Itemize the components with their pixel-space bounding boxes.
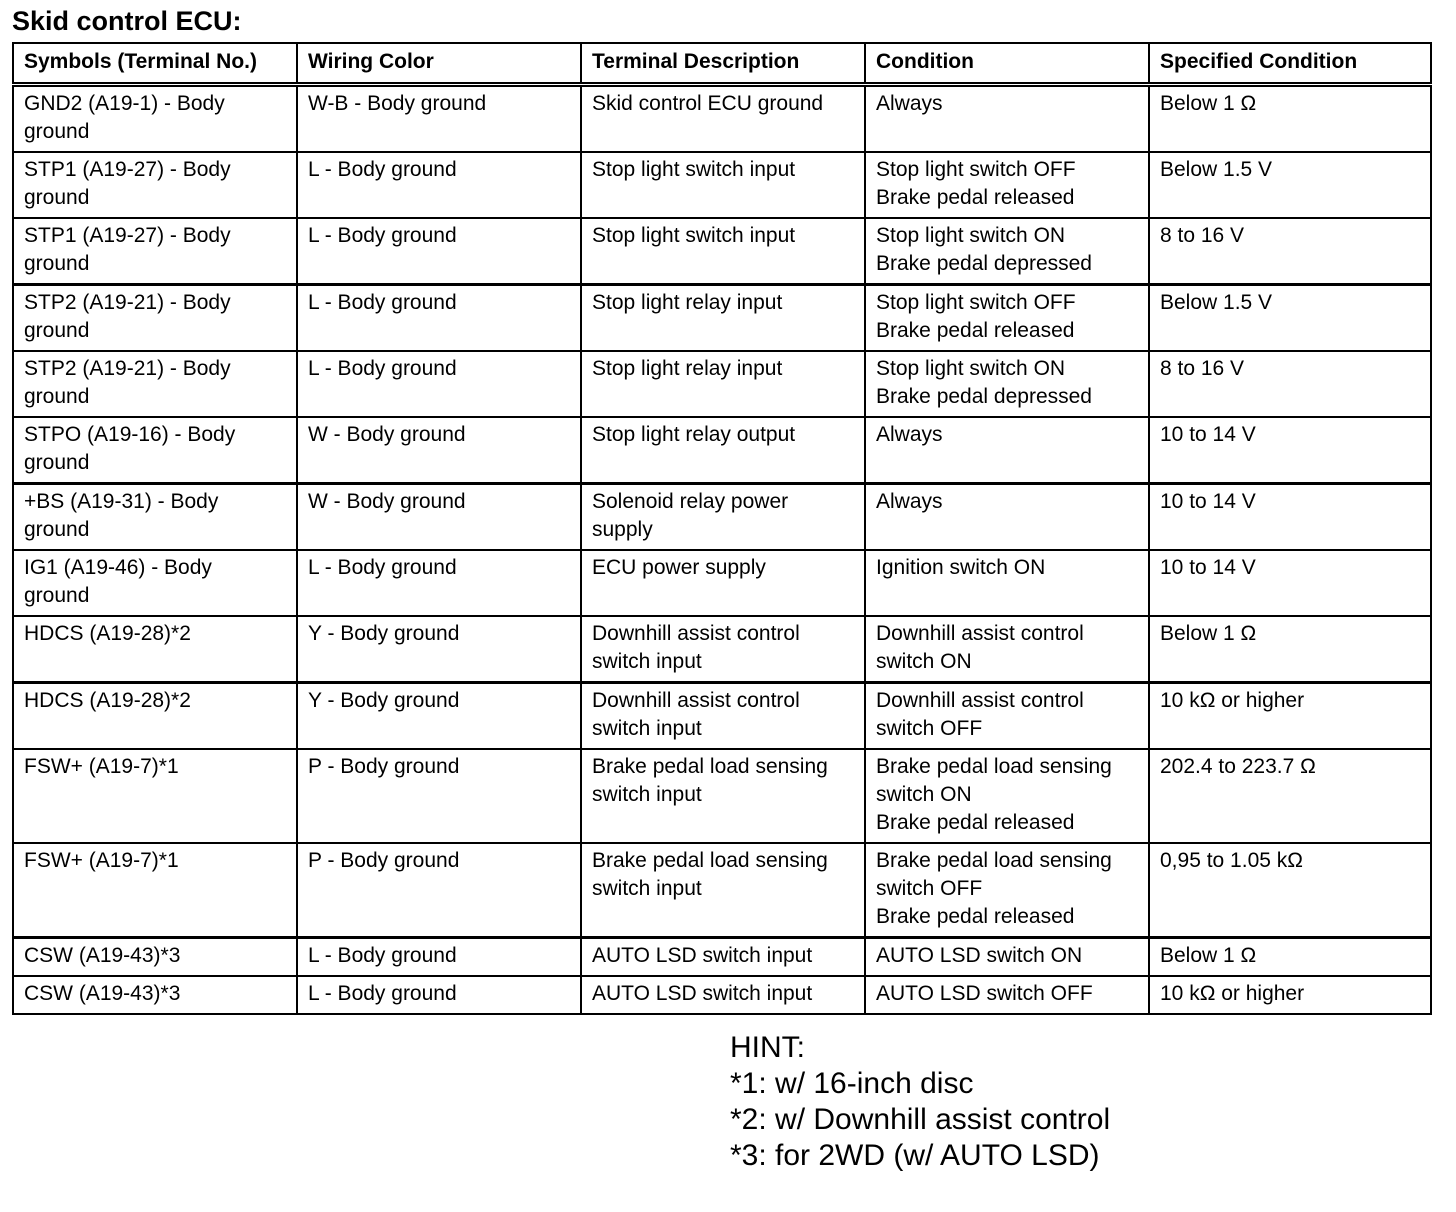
symbol-cell [13, 285, 297, 352]
wiring-color-cell [297, 85, 581, 153]
cell-text-line: Brake pedal load sensing [876, 849, 1112, 872]
table-header-row [13, 43, 1431, 85]
cell-text-line: FSW+ (A19-7)*1 [24, 849, 179, 872]
cell-text-line: switch ON [876, 783, 972, 806]
symbol-cell [13, 938, 297, 977]
cell-text-line: Always [876, 490, 943, 513]
cell-text-line: W - Body ground [308, 490, 466, 513]
cell-text-line: Ignition switch ON [876, 556, 1046, 579]
specified-condition-cell [1149, 843, 1431, 938]
cell-text-line: 10 to 14 V [1160, 423, 1256, 446]
symbol-cell [13, 417, 297, 484]
cell-text-line: Brake pedal released [876, 186, 1075, 209]
cell-text-line: HDCS (A19-28)*2 [24, 622, 191, 645]
terminal-spec-table [12, 42, 1432, 1015]
wiring-color-cell [297, 550, 581, 616]
cell-text-line: GND2 (A19-1) - Body [24, 92, 225, 115]
condition-cell [865, 85, 1149, 153]
terminal-description-cell [581, 976, 865, 1014]
condition-cell [865, 976, 1149, 1014]
cell-text-line: ground [24, 120, 90, 143]
specified-condition-cell [1149, 749, 1431, 843]
hint-label: HINT: [730, 1031, 805, 1064]
table-row [13, 616, 1431, 683]
table-row [13, 683, 1431, 750]
header-condition: Condition [865, 43, 1149, 85]
condition-cell [865, 351, 1149, 417]
cell-text-line: switch ON [876, 650, 972, 673]
cell-text-line: 0,95 to 1.05 kΩ [1160, 849, 1303, 872]
cell-text-line: STP2 (A19-21) - Body [24, 291, 231, 314]
cell-text-line: supply [592, 518, 653, 541]
cell-text-line: ground [24, 451, 90, 474]
cell-text-line: P - Body ground [308, 755, 460, 778]
condition-cell [865, 616, 1149, 683]
symbol-cell [13, 351, 297, 417]
cell-text-line: STP1 (A19-27) - Body [24, 158, 231, 181]
specified-condition-cell [1149, 976, 1431, 1014]
cell-text-line: Stop light switch ON [876, 357, 1066, 380]
condition-cell [865, 218, 1149, 285]
cell-text-line: Below 1 Ω [1160, 944, 1257, 967]
cell-text-line: Solenoid relay power [592, 490, 789, 513]
wiring-color-cell [297, 152, 581, 218]
symbol-cell [13, 616, 297, 683]
cell-text-line: ground [24, 319, 90, 342]
wiring-color-cell [297, 616, 581, 683]
cell-text-line: 202.4 to 223.7 Ω [1160, 755, 1316, 778]
hint-note-1: *1: w/ 16-inch disc [730, 1067, 974, 1100]
cell-text-line: Downhill assist control [876, 689, 1084, 712]
cell-text-line: ground [24, 518, 90, 541]
cell-text-line: AUTO LSD switch input [592, 982, 813, 1005]
cell-text-line: P - Body ground [308, 849, 460, 872]
cell-text-line: 10 kΩ or higher [1160, 982, 1305, 1005]
terminal-description-cell [581, 484, 865, 551]
specified-condition-cell [1149, 550, 1431, 616]
wiring-color-cell [297, 683, 581, 750]
specified-condition-cell [1149, 417, 1431, 484]
cell-text-line: ECU power supply [592, 556, 766, 579]
wiring-color-cell [297, 749, 581, 843]
terminal-description-cell [581, 285, 865, 352]
terminal-description-cell [581, 683, 865, 750]
cell-text-line: Brake pedal depressed [876, 385, 1092, 408]
cell-text-line: Stop light switch OFF [876, 158, 1076, 181]
cell-text-line: 8 to 16 V [1160, 224, 1245, 247]
cell-text-line: +BS (A19-31) - Body [24, 490, 219, 513]
terminal-description-cell [581, 152, 865, 218]
specified-condition-cell [1149, 484, 1431, 551]
table-row [13, 484, 1431, 551]
table-row [13, 938, 1431, 977]
wiring-color-cell [297, 285, 581, 352]
symbol-cell [13, 683, 297, 750]
table-row [13, 218, 1431, 285]
table-row [13, 843, 1431, 938]
cell-text-line: Downhill assist control [876, 622, 1084, 645]
cell-text-line: Y - Body ground [308, 622, 460, 645]
symbol-cell [13, 976, 297, 1014]
table-row [13, 85, 1431, 153]
cell-text-line: Stop light relay input [592, 291, 783, 314]
terminal-description-cell [581, 417, 865, 484]
wiring-color-cell [297, 218, 581, 285]
cell-text-line: Brake pedal load sensing [592, 849, 828, 872]
cell-text-line: L - Body ground [308, 224, 457, 247]
symbol-cell [13, 843, 297, 938]
header-terminal-description: Terminal Description [581, 43, 865, 85]
symbol-cell [13, 749, 297, 843]
cell-text-line: Below 1 Ω [1160, 92, 1257, 115]
specified-condition-cell [1149, 616, 1431, 683]
cell-text-line: Always [876, 92, 943, 115]
header-symbols: Symbols (Terminal No.) [13, 43, 297, 85]
condition-cell [865, 843, 1149, 938]
table-row [13, 417, 1431, 484]
terminal-description-cell [581, 749, 865, 843]
header-specified-condition: Specified Condition [1149, 43, 1431, 85]
cell-text-line: Brake pedal released [876, 905, 1075, 928]
condition-cell [865, 938, 1149, 977]
terminal-description-cell [581, 85, 865, 153]
cell-text-line: AUTO LSD switch OFF [876, 982, 1093, 1005]
cell-text-line: Stop light switch input [592, 224, 796, 247]
hint-note-3: *3: for 2WD (w/ AUTO LSD) [730, 1139, 1100, 1172]
symbol-cell [13, 85, 297, 153]
specified-condition-cell [1149, 285, 1431, 352]
cell-text-line: L - Body ground [308, 944, 457, 967]
cell-text-line: Brake pedal load sensing [592, 755, 828, 778]
table-row [13, 152, 1431, 218]
wiring-color-cell [297, 938, 581, 977]
cell-text-line: Stop light relay output [592, 423, 796, 446]
terminal-description-cell [581, 843, 865, 938]
table-row [13, 285, 1431, 352]
header-wiring-color: Wiring Color [297, 43, 581, 85]
cell-text-line: switch input [592, 783, 702, 806]
cell-text-line: Below 1.5 V [1160, 291, 1273, 314]
cell-text-line: switch input [592, 717, 702, 740]
wiring-color-cell [297, 351, 581, 417]
cell-text-line: 10 to 14 V [1160, 556, 1256, 579]
terminal-description-cell [581, 550, 865, 616]
cell-text-line: Y - Body ground [308, 689, 460, 712]
table-row [13, 351, 1431, 417]
cell-text-line: Brake pedal depressed [876, 252, 1092, 275]
condition-cell [865, 749, 1149, 843]
cell-text-line: L - Body ground [308, 291, 457, 314]
condition-cell [865, 285, 1149, 352]
table-row [13, 976, 1431, 1014]
cell-text-line: Brake pedal released [876, 319, 1075, 342]
terminal-description-cell [581, 616, 865, 683]
cell-text-line: W - Body ground [308, 423, 466, 446]
specified-condition-cell [1149, 218, 1431, 285]
specified-condition-cell [1149, 938, 1431, 977]
cell-text-line: ground [24, 584, 90, 607]
cell-text-line: ground [24, 252, 90, 275]
cell-text-line: W-B - Body ground [308, 92, 487, 115]
cell-text-line: Brake pedal released [876, 811, 1075, 834]
wiring-color-cell [297, 417, 581, 484]
cell-text-line: L - Body ground [308, 158, 457, 181]
condition-cell [865, 417, 1149, 484]
specified-condition-cell [1149, 152, 1431, 218]
table-row [13, 550, 1431, 616]
cell-text-line: switch OFF [876, 877, 983, 900]
specified-condition-cell [1149, 351, 1431, 417]
symbol-cell [13, 484, 297, 551]
cell-text-line: Below 1.5 V [1160, 158, 1273, 181]
cell-text-line: ground [24, 385, 90, 408]
cell-text-line: L - Body ground [308, 357, 457, 380]
terminal-description-cell [581, 218, 865, 285]
condition-cell [865, 550, 1149, 616]
table-body [13, 85, 1431, 1015]
wiring-color-cell [297, 484, 581, 551]
cell-text-line: Downhill assist control [592, 622, 800, 645]
cell-text-line: Stop light switch input [592, 158, 796, 181]
condition-cell [865, 683, 1149, 750]
symbol-cell [13, 152, 297, 218]
hint-block [730, 1030, 1110, 1174]
condition-cell [865, 484, 1149, 551]
cell-text-line: ground [24, 186, 90, 209]
cell-text-line: Always [876, 423, 943, 446]
cell-text-line: switch input [592, 877, 702, 900]
terminal-description-cell [581, 938, 865, 977]
symbol-cell [13, 218, 297, 285]
cell-text-line: 10 to 14 V [1160, 490, 1256, 513]
cell-text-line: CSW (A19-43)*3 [24, 982, 181, 1005]
cell-text-line: Stop light switch OFF [876, 291, 1076, 314]
cell-text-line: STPO (A19-16) - Body [24, 423, 236, 446]
cell-text-line: Downhill assist control [592, 689, 800, 712]
wiring-color-cell [297, 843, 581, 938]
cell-text-line: STP2 (A19-21) - Body [24, 357, 231, 380]
page-title: Skid control ECU: [12, 6, 242, 36]
terminal-description-cell [581, 351, 865, 417]
cell-text-line: L - Body ground [308, 982, 457, 1005]
specified-condition-cell [1149, 85, 1431, 153]
symbol-cell [13, 550, 297, 616]
cell-text-line: switch OFF [876, 717, 983, 740]
cell-text-line: IG1 (A19-46) - Body [24, 556, 212, 579]
wiring-color-cell [297, 976, 581, 1014]
cell-text-line: Skid control ECU ground [592, 92, 824, 115]
cell-text-line: HDCS (A19-28)*2 [24, 689, 191, 712]
cell-text-line: STP1 (A19-27) - Body [24, 224, 231, 247]
table-row [13, 749, 1431, 843]
cell-text-line: 8 to 16 V [1160, 357, 1245, 380]
cell-text-line: switch input [592, 650, 702, 673]
cell-text-line: Brake pedal load sensing [876, 755, 1112, 778]
cell-text-line: FSW+ (A19-7)*1 [24, 755, 179, 778]
cell-text-line: Below 1 Ω [1160, 622, 1257, 645]
cell-text-line: L - Body ground [308, 556, 457, 579]
hint-note-2: *2: w/ Downhill assist control [730, 1103, 1111, 1136]
condition-cell [865, 152, 1149, 218]
cell-text-line: Stop light relay input [592, 357, 783, 380]
cell-text-line: 10 kΩ or higher [1160, 689, 1305, 712]
cell-text-line: CSW (A19-43)*3 [24, 944, 181, 967]
cell-text-line: Stop light switch ON [876, 224, 1066, 247]
cell-text-line: AUTO LSD switch ON [876, 944, 1083, 967]
specified-condition-cell [1149, 683, 1431, 750]
cell-text-line: AUTO LSD switch input [592, 944, 813, 967]
